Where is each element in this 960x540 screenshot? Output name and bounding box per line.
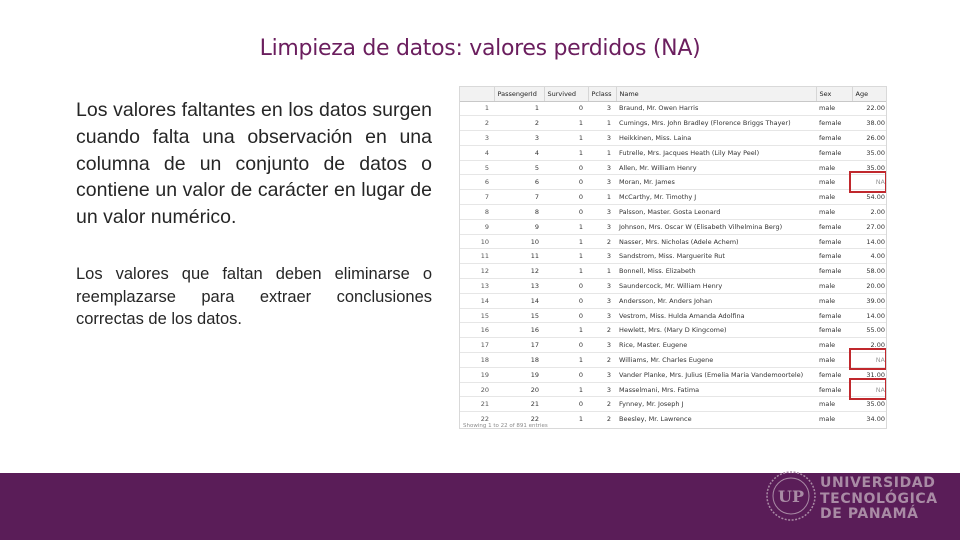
- survived-cell: 0: [544, 397, 588, 412]
- pclass-cell: 3: [588, 131, 616, 146]
- sex-cell: male: [816, 412, 852, 427]
- row-index: 12: [460, 264, 494, 279]
- age-cell: NA: [852, 382, 887, 397]
- sex-cell: female: [816, 382, 852, 397]
- row-index: 2: [460, 116, 494, 131]
- survived-cell: 1: [544, 145, 588, 160]
- survived-cell: 0: [544, 293, 588, 308]
- table-row[interactable]: [460, 367, 887, 382]
- passengerid-cell: 18: [494, 353, 544, 368]
- sex-cell: female: [816, 116, 852, 131]
- col-header-sex[interactable]: Sex: [816, 87, 852, 101]
- row-index: 9: [460, 219, 494, 234]
- passengerid-cell: 2: [494, 116, 544, 131]
- pclass-cell: 3: [588, 279, 616, 294]
- passengerid-cell: 3: [494, 131, 544, 146]
- sex-cell: female: [816, 367, 852, 382]
- survived-cell: 1: [544, 116, 588, 131]
- na-highlight-box: [849, 348, 887, 370]
- passengerid-cell: 11: [494, 249, 544, 264]
- sex-cell: male: [816, 293, 852, 308]
- survived-cell: 1: [544, 264, 588, 279]
- passengerid-cell: 17: [494, 338, 544, 353]
- survived-cell: 0: [544, 367, 588, 382]
- age-cell: 27.00: [852, 219, 887, 234]
- sex-cell: female: [816, 249, 852, 264]
- survived-cell: 1: [544, 249, 588, 264]
- name-cell: Vestrom, Miss. Hulda Amanda Adolfina: [616, 308, 816, 323]
- pclass-cell: 3: [588, 382, 616, 397]
- col-header-age[interactable]: Age: [852, 87, 887, 101]
- age-cell: 35.00: [852, 145, 887, 160]
- age-cell: 14.00: [852, 308, 887, 323]
- row-index: 1: [460, 101, 494, 116]
- table-row[interactable]: [460, 397, 887, 412]
- sex-cell: male: [816, 190, 852, 205]
- name-cell: Vander Planke, Mrs. Julius (Emelia Maria Vandemoortele): [616, 367, 816, 382]
- pclass-cell: 1: [588, 190, 616, 205]
- name-cell: Allen, Mr. William Henry: [616, 160, 816, 175]
- passengerid-cell: 4: [494, 145, 544, 160]
- pclass-cell: 1: [588, 264, 616, 279]
- table-row[interactable]: [460, 175, 887, 190]
- name-cell: Rice, Master. Eugene: [616, 338, 816, 353]
- pclass-cell: 3: [588, 219, 616, 234]
- table-row[interactable]: [460, 264, 887, 279]
- row-index: 11: [460, 249, 494, 264]
- name-cell: McCarthy, Mr. Timothy J: [616, 190, 816, 205]
- row-index: 19: [460, 367, 494, 382]
- passengerid-cell: 21: [494, 397, 544, 412]
- pclass-cell: 3: [588, 205, 616, 220]
- name-cell: Bonnell, Miss. Elizabeth: [616, 264, 816, 279]
- name-cell: Braund, Mr. Owen Harris: [616, 101, 816, 116]
- name-cell: Williams, Mr. Charles Eugene: [616, 353, 816, 368]
- pclass-cell: 1: [588, 116, 616, 131]
- name-cell: Johnson, Mrs. Oscar W (Elisabeth Vilhelmina Berg): [616, 219, 816, 234]
- pclass-cell: 3: [588, 249, 616, 264]
- name-cell: Andersson, Mr. Anders Johan: [616, 293, 816, 308]
- na-highlight-box: [849, 378, 887, 400]
- col-header-index[interactable]: [460, 87, 494, 101]
- age-cell: 26.00: [852, 131, 887, 146]
- survived-cell: 1: [544, 353, 588, 368]
- table-row[interactable]: [460, 353, 887, 368]
- sex-cell: male: [816, 338, 852, 353]
- age-cell: 2.00: [852, 338, 887, 353]
- pclass-cell: 3: [588, 293, 616, 308]
- age-cell: 4.00: [852, 249, 887, 264]
- name-cell: Saundercock, Mr. William Henry: [616, 279, 816, 294]
- age-cell: 38.00: [852, 116, 887, 131]
- pclass-cell: 2: [588, 323, 616, 338]
- sex-cell: female: [816, 308, 852, 323]
- name-cell: Heikkinen, Miss. Laina: [616, 131, 816, 146]
- sex-cell: male: [816, 160, 852, 175]
- name-cell: Nasser, Mrs. Nicholas (Adele Achem): [616, 234, 816, 249]
- university-seal-icon: [765, 470, 817, 522]
- table-row[interactable]: [460, 338, 887, 353]
- passengerid-cell: 5: [494, 160, 544, 175]
- name-cell: Hewlett, Mrs. (Mary D Kingcome): [616, 323, 816, 338]
- sex-cell: female: [816, 234, 852, 249]
- table-row[interactable]: [460, 323, 887, 338]
- row-index: 13: [460, 279, 494, 294]
- row-index: 14: [460, 293, 494, 308]
- row-index: 20: [460, 382, 494, 397]
- pclass-cell: 2: [588, 412, 616, 427]
- table-row[interactable]: [460, 116, 887, 131]
- survived-cell: 0: [544, 101, 588, 116]
- row-index: 8: [460, 205, 494, 220]
- age-cell: 35.00: [852, 160, 887, 175]
- titanic-data-table: [459, 86, 887, 429]
- passengerid-cell: 7: [494, 190, 544, 205]
- table-row[interactable]: [460, 382, 887, 397]
- col-header-passengerid[interactable]: PassengerId: [494, 87, 544, 101]
- row-index: 5: [460, 160, 494, 175]
- slide-title: Limpieza de datos: valores perdidos (NA): [259, 36, 701, 61]
- pclass-cell: 3: [588, 308, 616, 323]
- table-header-row: [460, 87, 887, 101]
- name-cell: Masselmani, Mrs. Fatima: [616, 382, 816, 397]
- sex-cell: female: [816, 264, 852, 279]
- row-index: 3: [460, 131, 494, 146]
- sex-cell: female: [816, 131, 852, 146]
- row-index: 6: [460, 175, 494, 190]
- sex-cell: male: [816, 175, 852, 190]
- age-cell: 34.00: [852, 412, 887, 427]
- survived-cell: 1: [544, 234, 588, 249]
- age-cell: 2.00: [852, 205, 887, 220]
- sex-cell: female: [816, 145, 852, 160]
- survived-cell: 1: [544, 382, 588, 397]
- passengerid-cell: 8: [494, 205, 544, 220]
- passengerid-cell: 10: [494, 234, 544, 249]
- sex-cell: female: [816, 219, 852, 234]
- age-cell: 39.00: [852, 293, 887, 308]
- table-row[interactable]: [460, 101, 887, 116]
- row-index: 16: [460, 323, 494, 338]
- table-row[interactable]: [460, 131, 887, 146]
- table-row[interactable]: [460, 205, 887, 220]
- passengerid-cell: 19: [494, 367, 544, 382]
- col-header-pclass[interactable]: Pclass: [588, 87, 616, 101]
- row-index: 4: [460, 145, 494, 160]
- name-cell: Beesley, Mr. Lawrence: [616, 412, 816, 427]
- svg-text:UP: UP: [778, 487, 804, 506]
- paragraph-missing-values-handling: Los valores que faltan deben eliminarse o reemplazarse para extraer conclusiones correctas de los datos.: [76, 265, 432, 328]
- age-cell: NA: [852, 353, 887, 368]
- table-row[interactable]: [460, 219, 887, 234]
- passengerid-cell: 14: [494, 293, 544, 308]
- name-cell: Fynney, Mr. Joseph J: [616, 397, 816, 412]
- row-index: 17: [460, 338, 494, 353]
- pclass-cell: 2: [588, 353, 616, 368]
- table-body: [460, 101, 887, 427]
- data-table: [460, 87, 887, 427]
- passengerid-cell: 1: [494, 101, 544, 116]
- name-cell: Futrelle, Mrs. Jacques Heath (Lily May Peel): [616, 145, 816, 160]
- sex-cell: female: [816, 323, 852, 338]
- age-cell: 22.00: [852, 101, 887, 116]
- row-index: 21: [460, 397, 494, 412]
- passengerid-cell: 13: [494, 279, 544, 294]
- name-cell: Moran, Mr. James: [616, 175, 816, 190]
- age-cell: 35.00: [852, 397, 887, 412]
- passengerid-cell: 9: [494, 219, 544, 234]
- age-cell: 20.00: [852, 279, 887, 294]
- age-cell: 14.00: [852, 234, 887, 249]
- age-cell: 55.00: [852, 323, 887, 338]
- survived-cell: 0: [544, 338, 588, 353]
- pclass-cell: 3: [588, 175, 616, 190]
- pclass-cell: 3: [588, 367, 616, 382]
- pclass-cell: 3: [588, 160, 616, 175]
- row-index: 10: [460, 234, 494, 249]
- passengerid-cell: 20: [494, 382, 544, 397]
- table-row[interactable]: [460, 234, 887, 249]
- survived-cell: 0: [544, 160, 588, 175]
- name-cell: Cumings, Mrs. John Bradley (Florence Briggs Thayer): [616, 116, 816, 131]
- paragraph-missing-values-definition: Los valores faltantes en los datos surgen cuando falta una observación en una columna de un conjunto de datos o contiene un valor de carácter en lugar de un valor numérico.: [76, 99, 432, 229]
- row-index: 15: [460, 308, 494, 323]
- table-row[interactable]: [460, 145, 887, 160]
- table-row[interactable]: [460, 249, 887, 264]
- university-line-3: DE PANAMÁ: [820, 506, 919, 522]
- sex-cell: male: [816, 101, 852, 116]
- table-row[interactable]: [460, 160, 887, 175]
- passengerid-cell: 6: [494, 175, 544, 190]
- row-index: 18: [460, 353, 494, 368]
- passengerid-cell: 12: [494, 264, 544, 279]
- survived-cell: 1: [544, 131, 588, 146]
- passengerid-cell: 15: [494, 308, 544, 323]
- col-header-survived[interactable]: Survived: [544, 87, 588, 101]
- survived-cell: 0: [544, 190, 588, 205]
- age-cell: 54.00: [852, 190, 887, 205]
- sex-cell: male: [816, 397, 852, 412]
- passengerid-cell: 22: [494, 412, 544, 427]
- col-header-name[interactable]: Name: [616, 87, 816, 101]
- pclass-cell: 1: [588, 145, 616, 160]
- na-highlight-box: [849, 171, 887, 193]
- university-name: [820, 476, 938, 523]
- pclass-cell: 3: [588, 101, 616, 116]
- name-cell: Palsson, Master. Gosta Leonard: [616, 205, 816, 220]
- row-index: 22: [460, 412, 494, 427]
- survived-cell: 0: [544, 308, 588, 323]
- age-cell: 31.00: [852, 367, 887, 382]
- table-row[interactable]: [460, 293, 887, 308]
- university-line-2: TECNOLÓGICA: [820, 490, 938, 507]
- survived-cell: 0: [544, 279, 588, 294]
- survived-cell: 0: [544, 205, 588, 220]
- row-index: 7: [460, 190, 494, 205]
- sex-cell: male: [816, 353, 852, 368]
- survived-cell: 1: [544, 412, 588, 427]
- pclass-cell: 2: [588, 234, 616, 249]
- age-cell: 58.00: [852, 264, 887, 279]
- age-cell: NA: [852, 175, 887, 190]
- university-line-1: UNIVERSIDAD: [820, 475, 936, 491]
- table-row[interactable]: [460, 308, 887, 323]
- survived-cell: 0: [544, 175, 588, 190]
- table-row[interactable]: [460, 279, 887, 294]
- pclass-cell: 3: [588, 338, 616, 353]
- survived-cell: 1: [544, 323, 588, 338]
- survived-cell: 1: [544, 219, 588, 234]
- table-row[interactable]: [460, 190, 887, 205]
- name-cell: Sandstrom, Miss. Marguerite Rut: [616, 249, 816, 264]
- table-footer-entries: Showing 1 to 22 of 891 entries: [460, 423, 887, 429]
- passengerid-cell: 16: [494, 323, 544, 338]
- sex-cell: male: [816, 205, 852, 220]
- sex-cell: male: [816, 279, 852, 294]
- pclass-cell: 2: [588, 397, 616, 412]
